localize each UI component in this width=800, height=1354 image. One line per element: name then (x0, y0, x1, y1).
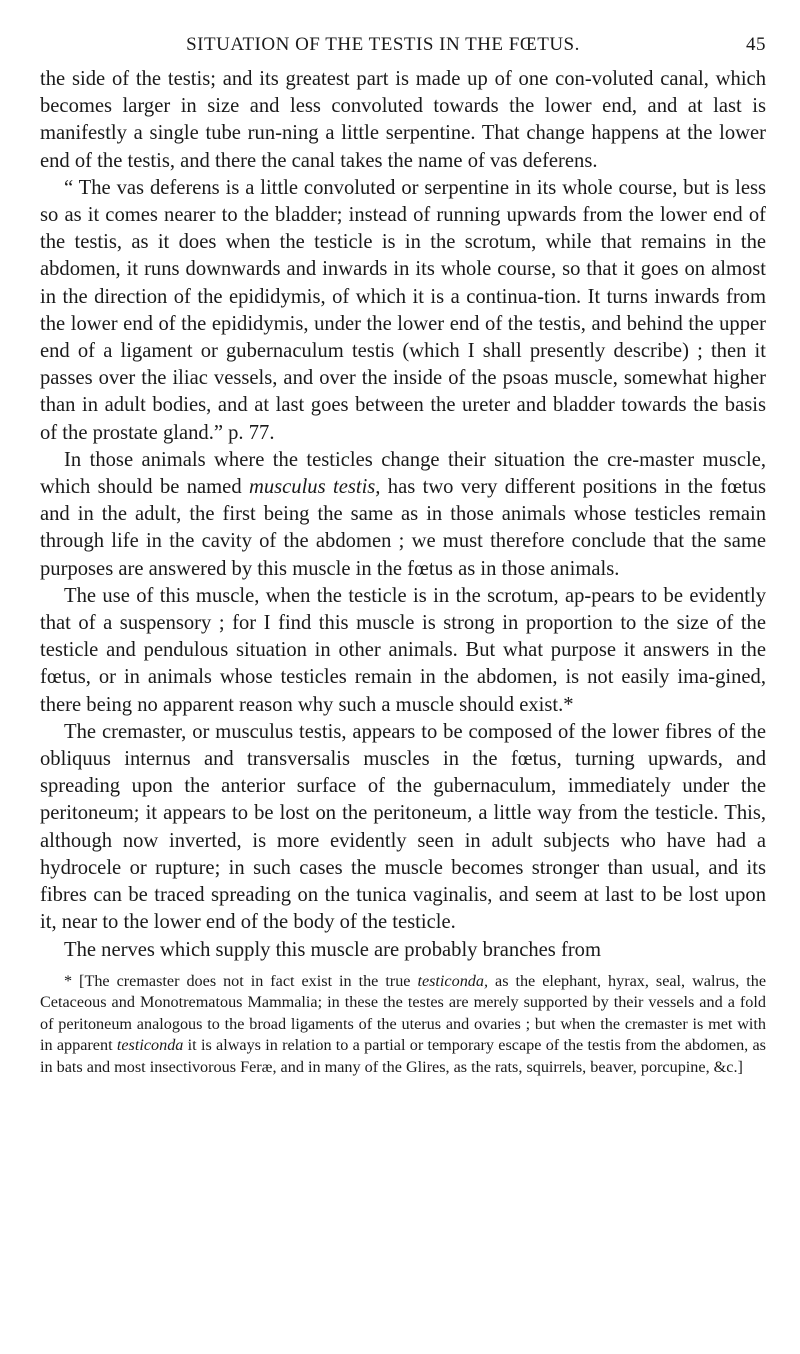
book-page (40, 34, 766, 1079)
running-title: SITUATION OF THE TESTIS IN THE FŒTUS. (186, 34, 580, 55)
page-number: 45 (746, 34, 766, 55)
paragraph-text: the side of the testis; and its greatest part is made up of one con-voluted canal, which becomes larger in size and less convoluted towards the lower end, and at last is manifestly a single tube run-ning a little serpentine. That change happens at the lower end of the testis, and there the canal takes the name of vas deferens. (40, 68, 766, 172)
paragraph-text: has two very different positions in the fœtus and in the adult, the first being the same as in those animals whose testicles remain through life in the cavity of the abdomen ; we must therefore conclude that the same purposes are answered by this muscle in the fœtus as in those animals. (40, 476, 766, 580)
paragraph-nerves (40, 937, 766, 964)
paragraph-text: The use of this muscle, when the testicle is in the scrotum, ap-pears to be evidently that of a suspensory ; for I find this muscle is strong in proportion to the size of the testicle and pendulous situation in other animals. But what purpose it answers in the fœtus, or in animals whose testicles remain in the abdomen, is not easily ima-gined, there being no apparent reason why such a muscle should exist.* (40, 584, 766, 716)
footnote-part: it is always in relation to a partial or temporary escape of the testis from the abdomen, as in bats and most insectivorous Feræ, and in many of the Glires, as the rats, squirrels, beaver, porcupine, &c.] (40, 1036, 766, 1077)
paragraph-text: In those animals where the testicles change their situation the cre-master muscle, which should be named (40, 448, 766, 499)
paragraph-text: The nerves which supply this muscle are probably branches from (64, 938, 601, 961)
running-head (40, 34, 766, 60)
paragraph-cremaster-positions (40, 447, 766, 583)
footnote (40, 971, 766, 1079)
paragraph-continuation (40, 66, 766, 175)
paragraph-vas-deferens-quote (40, 175, 766, 447)
paragraph-cremaster-composition (40, 719, 766, 937)
body-text (40, 66, 766, 964)
paragraph-text: The cremaster, or musculus testis, appears to be composed of the lower fibres of the obliquus internus and transversalis muscles in the fœtus, turning upwards, and spreading upon the anterior surface of the gubernaculum, immediately under the peritoneum; it appears to be lost on the peritoneum, a little way from the testicle. This, although now inverted, is more evidently seen in adult subjects who have had a hydrocele or rupture; in such cases the muscle becomes stronger than usual, and its fibres can be traced spreading on the tunica vaginalis, and seem at last to be lost upon it, near to the lower end of the body of the testicle. (40, 720, 766, 934)
italic-term: testiconda, (417, 971, 489, 990)
paragraph-text: “ The vas deferens is a little convoluted or serpentine in its whole course, but is less so as it comes nearer to the bladder; instead of running upwards from the lower end of the testis, as it does when the testicle is in the scrotum, while that remains in the abdomen, it runs downwards and inwards in its whole course, so that it goes on almost in the direction of the epididymis, of which it is a continua-tion. It turns inwards from the lower end of the epididymis, under the lower end of the testis, and behind the upper end of a ligament or gubernaculum testis (which I shall presently describe) ; then it passes over the iliac vessels, and over the inside of the psoas muscle, somewhat higher than in adult bodies, and at last goes between the ureter and bladder towards the basis of the prostate gland.” p. 77. (40, 176, 766, 444)
footnote-part: * [The cremaster does not in fact exist in the true (64, 971, 418, 990)
italic-term: testiconda (116, 1036, 184, 1055)
paragraph-muscle-use (40, 583, 766, 719)
footnote-part: as the elephant, hyrax, seal, walrus, the Cetaceous and Monotrematous Mammalia; in these the testes are merely supported by their vessels and a fold of peritoneum analogous to the broad ligaments of the uterus and ovaries ; but when the cremaster is met with in apparent (40, 971, 767, 1055)
footnote-text (40, 971, 766, 1079)
italic-term: musculus testis, (248, 476, 381, 499)
